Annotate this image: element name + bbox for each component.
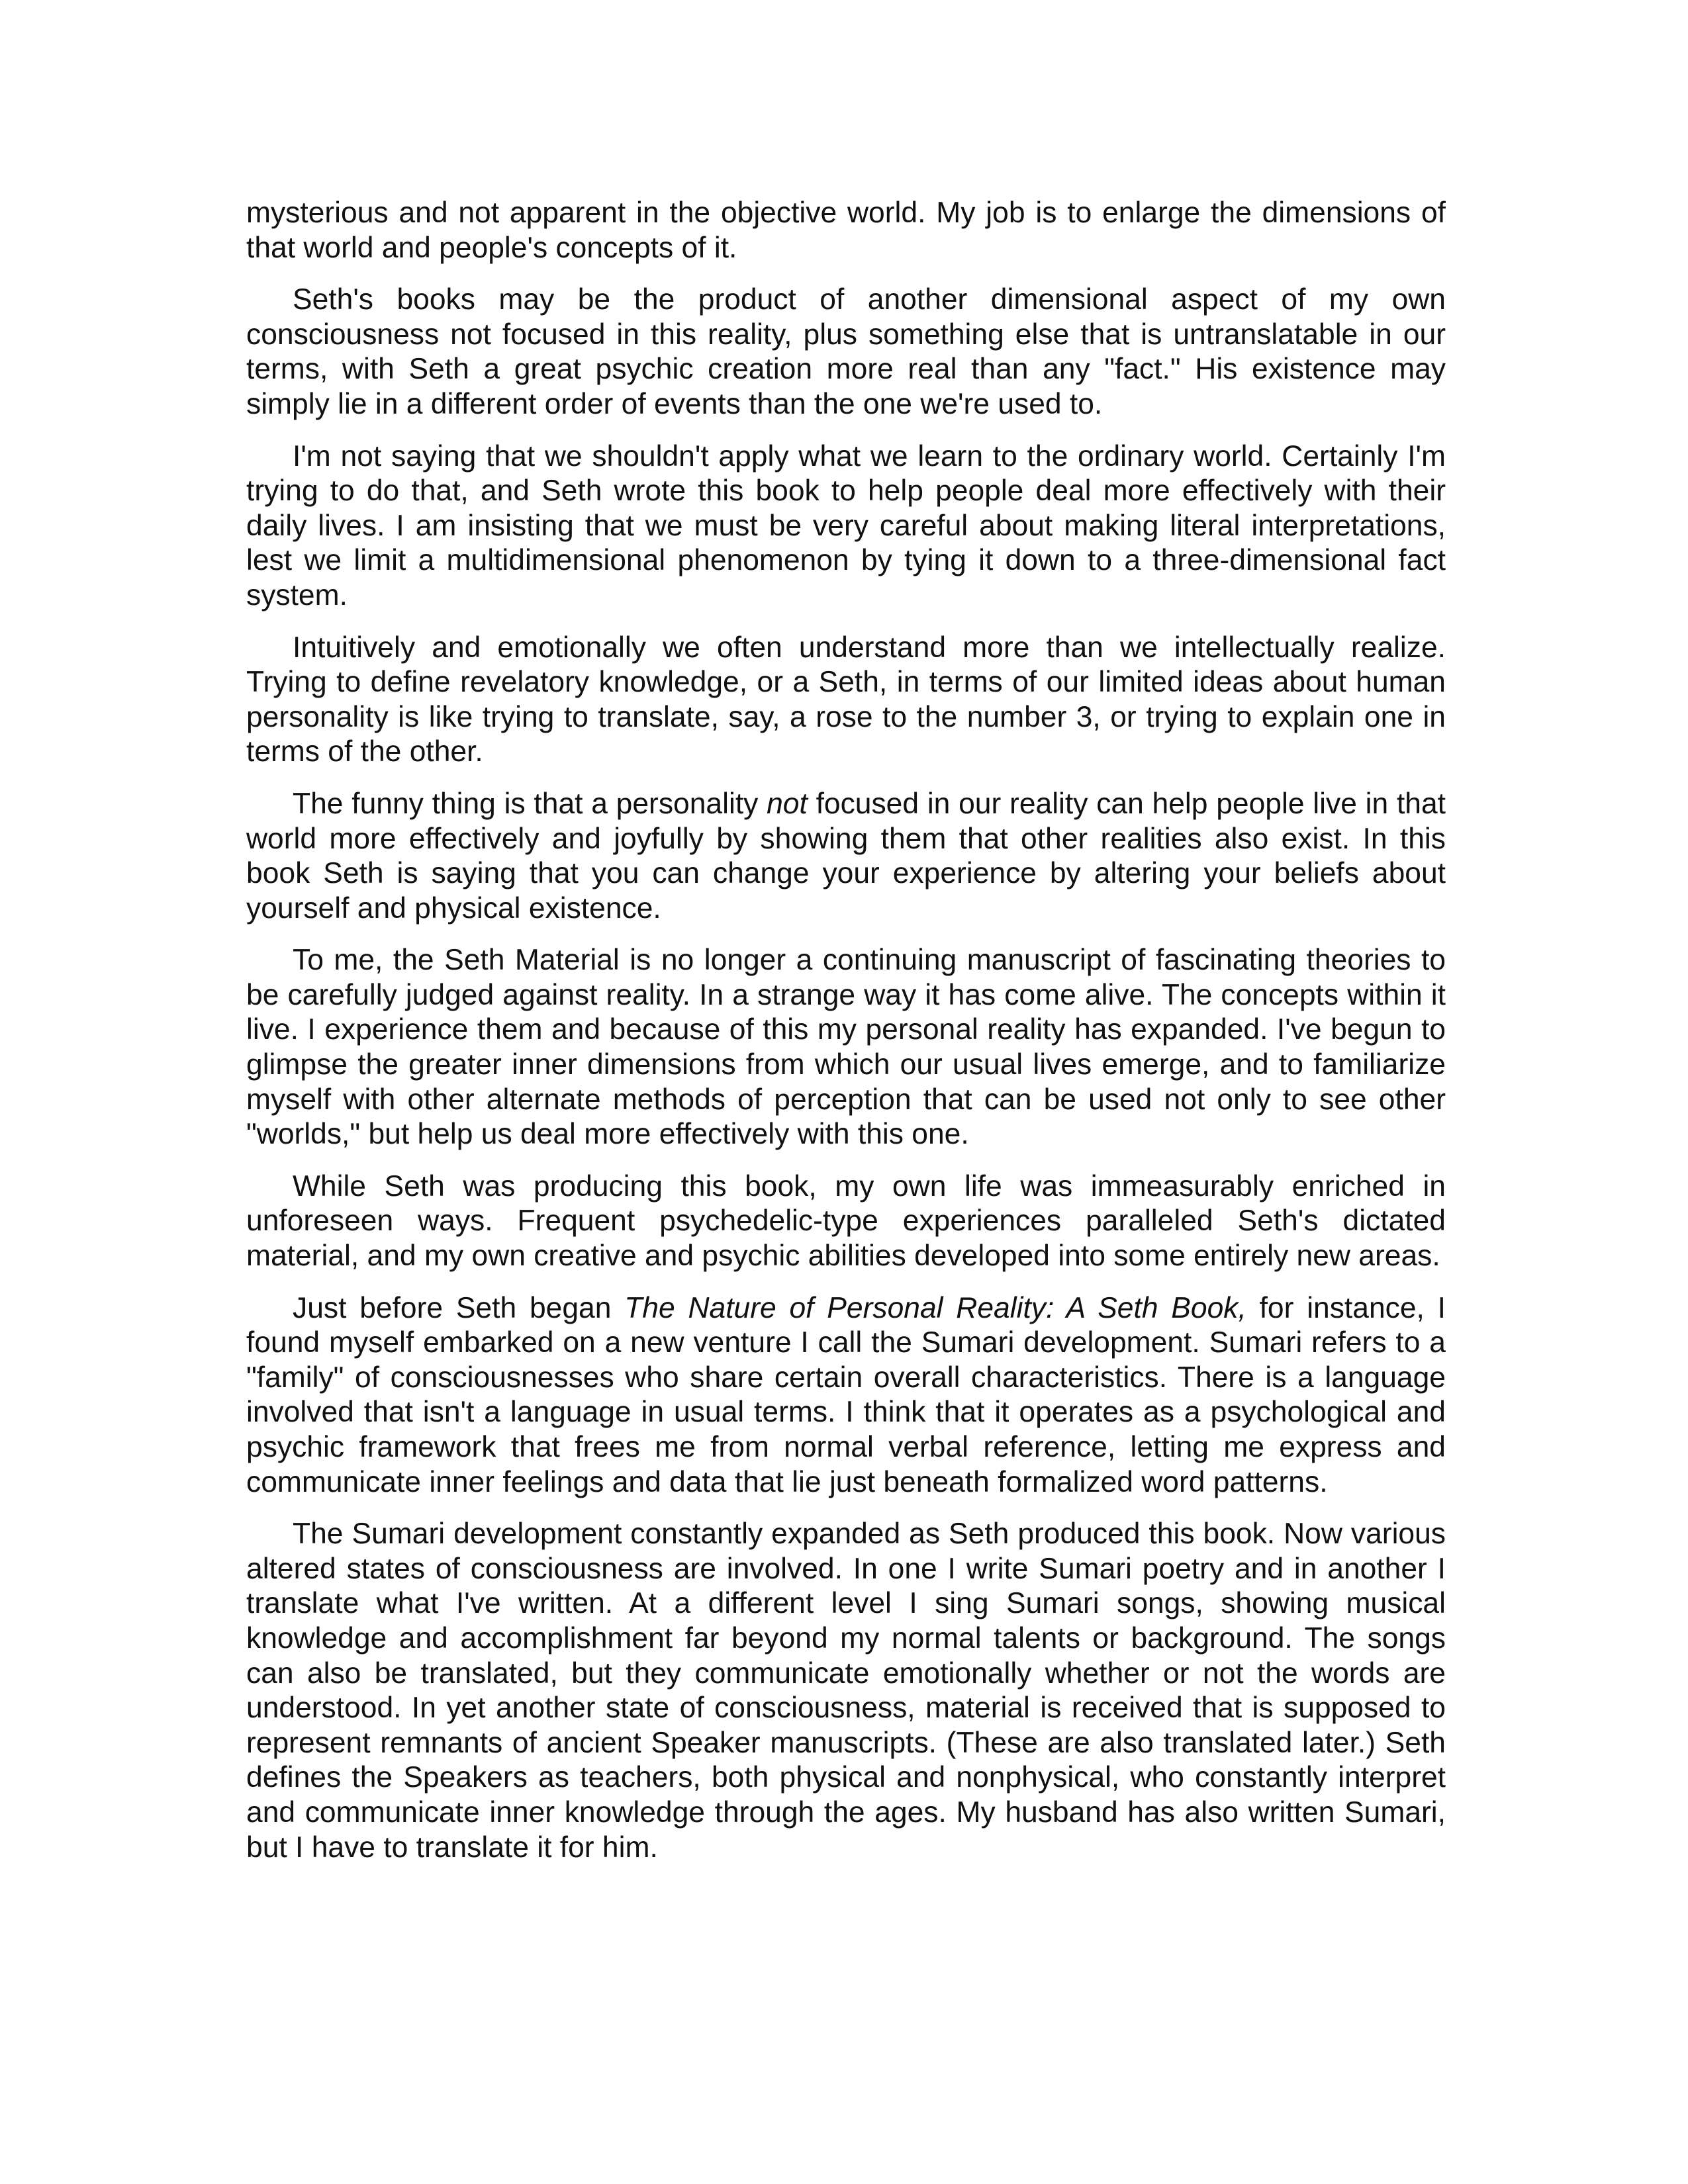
paragraph-3: I'm not saying that we shouldn't apply what we learn to the ordinary world. Certainly I'm trying to do that, and Seth wrote this book to help people deal more effectively with their daily lives. I am insisting that we must be very careful about making literal interpretations, lest we limit a multidimensional phenomenon by tying it down to a three-dimensional fact system. (246, 439, 1446, 612)
paragraph-8-text-start: Just before Seth began (293, 1291, 625, 1324)
paragraph-4: Intuitively and emotionally we often understand more than we intellectually realize. Trying to define revelatory knowledge, or a Seth, in terms of our limited ideas about human personality is like trying to translate, say, a rose to the number 3, or trying to explain one in terms of the other. (246, 631, 1446, 768)
document-page (246, 196, 1446, 1882)
paragraph-5-text-end: focused in our reality can help people live in that world more effectively and joyfully by showing them that other realities also exist. In this book Seth is saying that you can change your experience by altering your beliefs about yourself and physical existence. (246, 787, 1446, 925)
paragraph-2: Seth's books may be the product of another dimensional aspect of my own consciousness not focused in this reality, plus something else that is untranslatable in our terms, with Seth a great psychic creation more real than any "fact." His existence may simply lie in a different order of events than the one we're used to. (246, 283, 1446, 420)
paragraph-1: mysterious and not apparent in the objective world. My job is to enlarge the dimensions of that world and people's concepts of it. (246, 197, 1446, 264)
paragraph-8 (246, 1291, 1446, 1500)
paragraph-7: While Seth was producing this book, my own life was immeasurably enriched in unforeseen ways. Frequent psychedelic-type experiences paralleled Seth's dictated material, and my own creative and psychic abilities developed into some entirely new areas. (246, 1169, 1446, 1273)
paragraph-5 (246, 787, 1446, 926)
paragraph-9: The Sumari development constantly expanded as Seth produced this book. Now various altered states of consciousness are involved. In one I write Sumari poetry and in another I translate what I've written. At a different level I sing Sumari songs, showing musical knowledge and accomplishment far beyond my normal talents or background. The songs can also be translated, but they communicate emotionally whether or not the words are understood. In yet another state of consciousness, material is received that is supposed to represent remnants of ancient Speaker manuscripts. (These are also translated later.) Seth defines the Speakers as teachers, both physical and nonphysical, who constantly interpret and communicate inner knowledge through the ages. My husband has also written Sumari, but I have to translate it for him. (246, 1518, 1446, 1864)
paragraph-5-emphasis: not (767, 787, 808, 820)
book-title: The Nature of Personal Reality: A Seth Book, (624, 1291, 1246, 1324)
paragraph-5-text-start: The funny thing is that a personality (293, 787, 767, 820)
paragraph-6: To me, the Seth Material is no longer a continuing manuscript of fascinating theories to be carefully judged against reality. In a strange way it has come alive. The concepts within it live. I experience them and because of this my personal reality has expanded. I've begun to glimpse the greater inner dimensions from which our usual lives emerge, and to familiarize myself with other alternate methods of perception that can be used not only to see other "worlds," but help us deal more effectively with this one. (246, 944, 1446, 1151)
paragraph-8-text-end: for instance, I found myself embarked on a new venture I call the Sumari development. Sumari refers to a "family" of consciousnesses who share certain overall characteristics. There is a language involved that isn't a language in usual terms. I think that it operates as a psychological and psychic framework that frees me from normal verbal reference, letting me express and communicate inner feelings and data that lie just beneath formalized word patterns. (246, 1291, 1446, 1498)
